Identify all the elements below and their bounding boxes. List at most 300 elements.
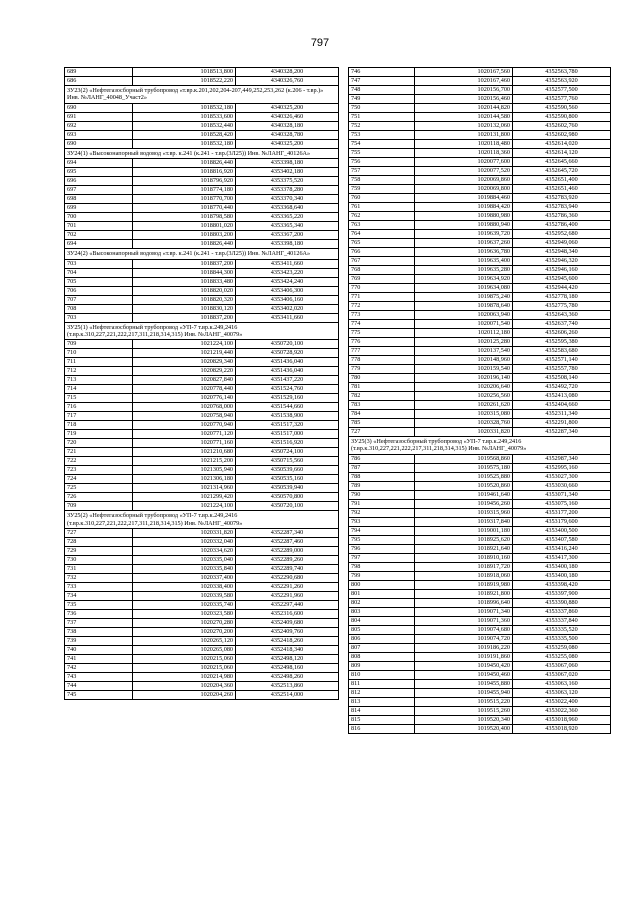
table-row (65, 222, 339, 231)
table-row (65, 349, 339, 358)
x-coordinate-cell: 1020063,940 (415, 311, 513, 320)
y-coordinate-cell: 4352287,340 (236, 529, 339, 538)
point-number-cell: 749 (349, 95, 415, 104)
x-coordinate-cell: 1020112,180 (415, 329, 513, 338)
point-number-cell: 717 (65, 412, 133, 421)
table-row (349, 257, 611, 266)
x-coordinate-cell: 1020331,820 (415, 428, 513, 437)
y-coordinate-cell: 4352946,320 (513, 257, 611, 266)
y-coordinate-cell: 4352297,440 (236, 601, 339, 610)
point-number-cell: 734 (65, 592, 133, 601)
y-coordinate-cell: 4353337,860 (513, 607, 611, 616)
x-coordinate-cell: 1020335,740 (133, 601, 236, 610)
x-coordinate-cell: 1020204,260 (133, 691, 236, 700)
x-coordinate-cell: 1018532,180 (133, 139, 236, 148)
point-number-cell: 739 (65, 637, 133, 646)
section-header-row (65, 511, 339, 529)
table-row (349, 679, 611, 688)
table-row (65, 502, 339, 511)
x-coordinate-cell: 1020256,560 (415, 392, 513, 401)
y-coordinate-cell: 4352595,380 (513, 338, 611, 347)
x-coordinate-cell: 1018798,580 (133, 213, 236, 222)
x-coordinate-cell: 1018770,440 (133, 204, 236, 213)
x-coordinate-cell: 1019637,260 (415, 239, 513, 248)
coordinates-table-right (348, 67, 611, 734)
point-number-cell: 720 (65, 439, 133, 448)
table-row (349, 284, 611, 293)
table-row (65, 664, 339, 673)
table-row (65, 385, 339, 394)
table-row (65, 358, 339, 367)
point-number-cell: 783 (349, 401, 415, 410)
x-coordinate-cell: 1019634,080 (415, 284, 513, 293)
table-row (65, 186, 339, 195)
y-coordinate-cell: 4353063,160 (513, 679, 611, 688)
y-coordinate-cell: 4353179,600 (513, 517, 611, 526)
table-row (349, 365, 611, 374)
y-coordinate-cell: 4353424,240 (236, 277, 339, 286)
table-row (65, 412, 339, 421)
point-number-cell: 794 (349, 526, 415, 535)
point-number-cell: 722 (65, 457, 133, 466)
point-number-cell: 706 (65, 286, 133, 295)
y-coordinate-cell: 4353400,500 (513, 526, 611, 535)
point-number-cell: 704 (65, 268, 133, 277)
point-number-cell: 761 (349, 203, 415, 212)
x-coordinate-cell: 1019880,940 (415, 221, 513, 230)
y-coordinate-cell: 4352289,000 (236, 547, 339, 556)
point-number-cell: 729 (65, 547, 133, 556)
point-number-cell: 714 (65, 385, 133, 394)
table-row (349, 526, 611, 535)
section-header-row (349, 437, 611, 455)
y-coordinate-cell: 4351516,920 (236, 439, 339, 448)
table-row (65, 130, 339, 139)
table-row (65, 286, 339, 295)
x-coordinate-cell: 1020829,340 (133, 358, 236, 367)
y-coordinate-cell: 4352577,500 (513, 86, 611, 95)
y-coordinate-cell: 4351436,040 (236, 367, 339, 376)
table-row (349, 329, 611, 338)
x-coordinate-cell: 1021306,180 (133, 475, 236, 484)
x-coordinate-cell: 1018774,180 (133, 186, 236, 195)
table-row (65, 77, 339, 86)
table-row (349, 508, 611, 517)
x-coordinate-cell: 1020215,060 (133, 664, 236, 673)
point-number-cell: 728 (65, 538, 133, 547)
y-coordinate-cell: 4353406,300 (236, 286, 339, 295)
point-number-cell: 805 (349, 625, 415, 634)
y-coordinate-cell: 4353259,080 (513, 643, 611, 652)
y-coordinate-cell: 4352498,160 (236, 664, 339, 673)
y-coordinate-cell: 4350724,100 (236, 448, 339, 457)
table-row (65, 610, 339, 619)
table-row (349, 248, 611, 257)
point-number-cell: 719 (65, 430, 133, 439)
point-number-cell: 750 (349, 104, 415, 113)
y-coordinate-cell: 4352291,800 (513, 419, 611, 428)
point-number-cell: 692 (65, 121, 133, 130)
y-coordinate-cell: 4351517,000 (236, 430, 339, 439)
point-number-cell: 778 (349, 356, 415, 365)
table-row (349, 239, 611, 248)
point-number-cell: 789 (349, 481, 415, 490)
x-coordinate-cell: 1018918,060 (415, 571, 513, 580)
point-number-cell: 766 (349, 248, 415, 257)
point-number-cell: 701 (65, 222, 133, 231)
y-coordinate-cell: 4353400,180 (513, 571, 611, 580)
table-row (65, 195, 339, 204)
y-coordinate-cell: 4352949,060 (513, 239, 611, 248)
y-coordinate-cell: 4353416,240 (513, 544, 611, 553)
point-number-cell: 798 (349, 562, 415, 571)
y-coordinate-cell: 4352508,140 (513, 374, 611, 383)
x-coordinate-cell: 1019001,180 (415, 526, 513, 535)
table-row (65, 673, 339, 682)
point-number-cell: 782 (349, 392, 415, 401)
y-coordinate-cell: 4353398,420 (513, 580, 611, 589)
table-row (349, 481, 611, 490)
y-coordinate-cell: 4352291,260 (236, 583, 339, 592)
x-coordinate-cell: 1019575,180 (415, 463, 513, 472)
point-number-cell: 799 (349, 571, 415, 580)
table-row (349, 203, 611, 212)
table-row (349, 571, 611, 580)
y-coordinate-cell: 4352413,080 (513, 392, 611, 401)
table-row (349, 670, 611, 679)
point-number-cell: 730 (65, 556, 133, 565)
y-coordinate-cell: 4352987,340 (513, 454, 611, 463)
x-coordinate-cell: 1020270,200 (133, 628, 236, 637)
x-coordinate-cell: 1020335,040 (133, 556, 236, 565)
point-number-cell: 800 (349, 580, 415, 589)
y-coordinate-cell: 4353022,400 (513, 697, 611, 706)
point-number-cell: 775 (349, 329, 415, 338)
y-coordinate-cell: 4352404,660 (513, 401, 611, 410)
table-row (349, 347, 611, 356)
coordinates-table-left (64, 67, 339, 700)
table-row (349, 383, 611, 392)
x-coordinate-cell: 1018826,440 (133, 240, 236, 249)
y-coordinate-cell: 4353367,200 (236, 231, 339, 240)
y-coordinate-cell: 4352563,780 (513, 68, 611, 77)
x-coordinate-cell: 1020328,760 (415, 419, 513, 428)
y-coordinate-cell: 4353411,660 (236, 259, 339, 268)
x-coordinate-cell: 1019639,720 (415, 230, 513, 239)
x-coordinate-cell: 1020148,960 (415, 356, 513, 365)
point-number-cell: 767 (349, 257, 415, 266)
point-number-cell: 802 (349, 598, 415, 607)
x-coordinate-cell: 1019317,840 (415, 517, 513, 526)
table-row (349, 311, 611, 320)
table-row (349, 275, 611, 284)
point-number-cell: 689 (65, 68, 133, 77)
x-coordinate-cell: 1020077,520 (415, 167, 513, 176)
x-coordinate-cell: 1018820,020 (133, 286, 236, 295)
point-number-cell: 776 (349, 338, 415, 347)
y-coordinate-cell: 4353398,180 (236, 159, 339, 168)
table-row (65, 259, 339, 268)
y-coordinate-cell: 4353402,020 (236, 304, 339, 313)
table-row (349, 176, 611, 185)
table-row (349, 589, 611, 598)
table-row (349, 185, 611, 194)
x-coordinate-cell: 1018917,720 (415, 562, 513, 571)
y-coordinate-cell: 4352614,120 (513, 149, 611, 158)
x-coordinate-cell: 1020196,140 (415, 374, 513, 383)
point-number-cell: 808 (349, 652, 415, 661)
x-coordinate-cell: 1020131,800 (415, 131, 513, 140)
table-row (65, 448, 339, 457)
x-coordinate-cell: 1020125,280 (415, 338, 513, 347)
table-row (349, 580, 611, 589)
section-header: ЗУ25(2) «Нефтегазосборный трубопровод «УП-7 т.вр.к.249,2416 (т.вр.к.310,227,221,222,217,311,218,314,315) Инв. №ЛАНГ_40079» (65, 511, 339, 529)
point-number-cell: 727 (349, 428, 415, 437)
y-coordinate-cell: 4352778,180 (513, 293, 611, 302)
x-coordinate-cell: 1020335,840 (133, 565, 236, 574)
point-number-cell: 738 (65, 628, 133, 637)
point-number-cell: 763 (349, 221, 415, 230)
section-header: ЗУ25(3) «Нефтегазосборный трубопровод «УП-7 т.вр.к.249,2416 (т.вр.к.310,227,221,222,217,311,218,314,315) Инв. №ЛАНГ_40079» (349, 437, 611, 455)
point-number-cell: 718 (65, 421, 133, 430)
point-number-cell: 699 (65, 204, 133, 213)
y-coordinate-cell: 4352418,340 (236, 646, 339, 655)
y-coordinate-cell: 4353407,580 (513, 535, 611, 544)
table-row (65, 574, 339, 583)
point-number-cell: 713 (65, 376, 133, 385)
point-number-cell: 697 (65, 186, 133, 195)
y-coordinate-cell: 4352563,920 (513, 77, 611, 86)
x-coordinate-cell: 1020768,000 (133, 403, 236, 412)
x-coordinate-cell: 1019520,340 (415, 715, 513, 724)
point-number-cell: 768 (349, 266, 415, 275)
table-row (65, 655, 339, 664)
point-number-cell: 811 (349, 679, 415, 688)
x-coordinate-cell: 1020071,540 (415, 320, 513, 329)
table-row (349, 131, 611, 140)
x-coordinate-cell: 1019074,680 (415, 625, 513, 634)
point-number-cell: 747 (349, 77, 415, 86)
point-number-cell: 788 (349, 472, 415, 481)
table-row (349, 221, 611, 230)
table-row (349, 212, 611, 221)
point-number-cell: 695 (65, 168, 133, 177)
x-coordinate-cell: 1019071,340 (415, 607, 513, 616)
x-coordinate-cell: 1020144,820 (415, 104, 513, 113)
point-number-cell: 764 (349, 230, 415, 239)
point-number-cell: 711 (65, 358, 133, 367)
table-row (349, 68, 611, 77)
y-coordinate-cell: 4350720,100 (236, 502, 339, 511)
point-number-cell: 737 (65, 619, 133, 628)
y-coordinate-cell: 4351517,320 (236, 421, 339, 430)
x-coordinate-cell: 1021219,440 (133, 349, 236, 358)
x-coordinate-cell: 1021305,940 (133, 466, 236, 475)
table-row (65, 168, 339, 177)
point-number-cell: 801 (349, 589, 415, 598)
table-row (65, 313, 339, 322)
y-coordinate-cell: 4350539,660 (236, 466, 339, 475)
table-row (65, 637, 339, 646)
x-coordinate-cell: 1020069,860 (415, 176, 513, 185)
y-coordinate-cell: 4352651,460 (513, 185, 611, 194)
point-number-cell: 690 (65, 103, 133, 112)
point-number-cell: 696 (65, 177, 133, 186)
table-row (65, 529, 339, 538)
y-coordinate-cell: 4352311,340 (513, 410, 611, 419)
table-row (65, 394, 339, 403)
x-coordinate-cell: 1019635,400 (415, 257, 513, 266)
y-coordinate-cell: 4353027,300 (513, 472, 611, 481)
x-coordinate-cell: 1018910,160 (415, 553, 513, 562)
table-row (349, 356, 611, 365)
point-number-cell: 791 (349, 499, 415, 508)
point-number-cell: 709 (65, 502, 133, 511)
point-number-cell: 716 (65, 403, 133, 412)
x-coordinate-cell: 1019456,260 (415, 499, 513, 508)
point-number-cell: 781 (349, 383, 415, 392)
table-row (65, 691, 339, 700)
table-row (65, 213, 339, 222)
point-number-cell: 751 (349, 113, 415, 122)
table-row (65, 682, 339, 691)
table-row (349, 490, 611, 499)
point-number-cell: 815 (349, 715, 415, 724)
y-coordinate-cell: 4352289,260 (236, 556, 339, 565)
y-coordinate-cell: 4352651,400 (513, 176, 611, 185)
x-coordinate-cell: 1020334,620 (133, 547, 236, 556)
x-coordinate-cell: 1018830,120 (133, 304, 236, 313)
y-coordinate-cell: 4353378,280 (236, 186, 339, 195)
x-coordinate-cell: 1019191,860 (415, 652, 513, 661)
point-number-cell: 693 (65, 130, 133, 139)
y-coordinate-cell: 4352637,740 (513, 320, 611, 329)
table-row (65, 493, 339, 502)
section-header-row (65, 249, 339, 259)
x-coordinate-cell: 1021215,200 (133, 457, 236, 466)
point-number-cell: 786 (349, 454, 415, 463)
point-number-cell: 690 (65, 139, 133, 148)
y-coordinate-cell: 4352590,800 (513, 113, 611, 122)
y-coordinate-cell: 4350715,560 (236, 457, 339, 466)
point-number-cell: 721 (65, 448, 133, 457)
point-number-cell: 723 (65, 466, 133, 475)
table-row (349, 293, 611, 302)
y-coordinate-cell: 4352557,780 (513, 365, 611, 374)
table-row (65, 430, 339, 439)
x-coordinate-cell: 1019074,720 (415, 634, 513, 643)
point-number-cell: 746 (349, 68, 415, 77)
x-coordinate-cell: 1021224,100 (133, 502, 236, 511)
y-coordinate-cell: 4353337,840 (513, 616, 611, 625)
y-coordinate-cell: 4353018,920 (513, 724, 611, 733)
y-coordinate-cell: 4352946,160 (513, 266, 611, 275)
x-coordinate-cell: 1018770,700 (133, 195, 236, 204)
y-coordinate-cell: 4352289,740 (236, 565, 339, 574)
point-number-cell: 755 (349, 149, 415, 158)
table-row (349, 616, 611, 625)
x-coordinate-cell: 1020118,480 (415, 140, 513, 149)
x-coordinate-cell: 1020167,560 (415, 68, 513, 77)
table-row (65, 547, 339, 556)
x-coordinate-cell: 1020778,440 (133, 385, 236, 394)
point-number-cell: 797 (349, 553, 415, 562)
point-number-cell: 703 (65, 313, 133, 322)
y-coordinate-cell: 4340326,760 (236, 77, 339, 86)
table-row (349, 535, 611, 544)
point-number-cell: 803 (349, 607, 415, 616)
x-coordinate-cell: 1020077,600 (415, 158, 513, 167)
x-coordinate-cell: 1019186,220 (415, 643, 513, 652)
x-coordinate-cell: 1019884,460 (415, 194, 513, 203)
table-row (349, 688, 611, 697)
point-number-cell: 777 (349, 347, 415, 356)
x-coordinate-cell: 1020204,360 (133, 682, 236, 691)
section-header: ЗУ25(1) «Нефтегазосборный трубопровод «УП-7 т.вр.к.249,2416 (т.вр.к.310,227,221,222,217,311,218,314,315) Инв. №ЛАНГ_40079» (65, 322, 339, 340)
y-coordinate-cell: 4352948,340 (513, 248, 611, 257)
x-coordinate-cell: 1018837,200 (133, 313, 236, 322)
y-coordinate-cell: 4352786,400 (513, 221, 611, 230)
x-coordinate-cell: 1020156,460 (415, 95, 513, 104)
table-row (349, 634, 611, 643)
y-coordinate-cell: 4352287,460 (236, 538, 339, 547)
y-coordinate-cell: 4352786,360 (513, 212, 611, 221)
table-row (65, 583, 339, 592)
y-coordinate-cell: 4353022,360 (513, 706, 611, 715)
point-number-cell: 812 (349, 688, 415, 697)
y-coordinate-cell: 4353406,160 (236, 295, 339, 304)
section-header-row (65, 148, 339, 158)
y-coordinate-cell: 4352945,600 (513, 275, 611, 284)
x-coordinate-cell: 1019455,940 (415, 688, 513, 697)
point-number-cell: 773 (349, 311, 415, 320)
x-coordinate-cell: 1020315,080 (415, 410, 513, 419)
point-number-cell: 724 (65, 475, 133, 484)
page-number: 797 (310, 37, 330, 49)
x-coordinate-cell: 1021314,960 (133, 484, 236, 493)
table-row (349, 158, 611, 167)
point-number-cell: 740 (65, 646, 133, 655)
y-coordinate-cell: 4353067,020 (513, 670, 611, 679)
y-coordinate-cell: 4352498,260 (236, 673, 339, 682)
x-coordinate-cell: 1019635,280 (415, 266, 513, 275)
point-number-cell: 792 (349, 508, 415, 517)
table-row (65, 628, 339, 637)
y-coordinate-cell: 4352783,940 (513, 203, 611, 212)
table-row (349, 302, 611, 311)
y-coordinate-cell: 4340325,200 (236, 139, 339, 148)
x-coordinate-cell: 1019071,360 (415, 616, 513, 625)
table-row (65, 475, 339, 484)
x-coordinate-cell: 1019634,920 (415, 275, 513, 284)
x-coordinate-cell: 1020776,140 (133, 394, 236, 403)
y-coordinate-cell: 4352952,680 (513, 230, 611, 239)
table-row (65, 68, 339, 77)
table-row (349, 598, 611, 607)
point-number-cell: 774 (349, 320, 415, 329)
table-row (65, 204, 339, 213)
y-coordinate-cell: 4352492,720 (513, 383, 611, 392)
x-coordinate-cell: 1020338,400 (133, 583, 236, 592)
y-coordinate-cell: 4352291,960 (236, 592, 339, 601)
point-number-cell: 807 (349, 643, 415, 652)
point-number-cell: 703 (65, 259, 133, 268)
x-coordinate-cell: 1020339,580 (133, 592, 236, 601)
point-number-cell: 816 (349, 724, 415, 733)
x-coordinate-cell: 1020137,540 (415, 347, 513, 356)
point-number-cell: 760 (349, 194, 415, 203)
table-row (349, 419, 611, 428)
